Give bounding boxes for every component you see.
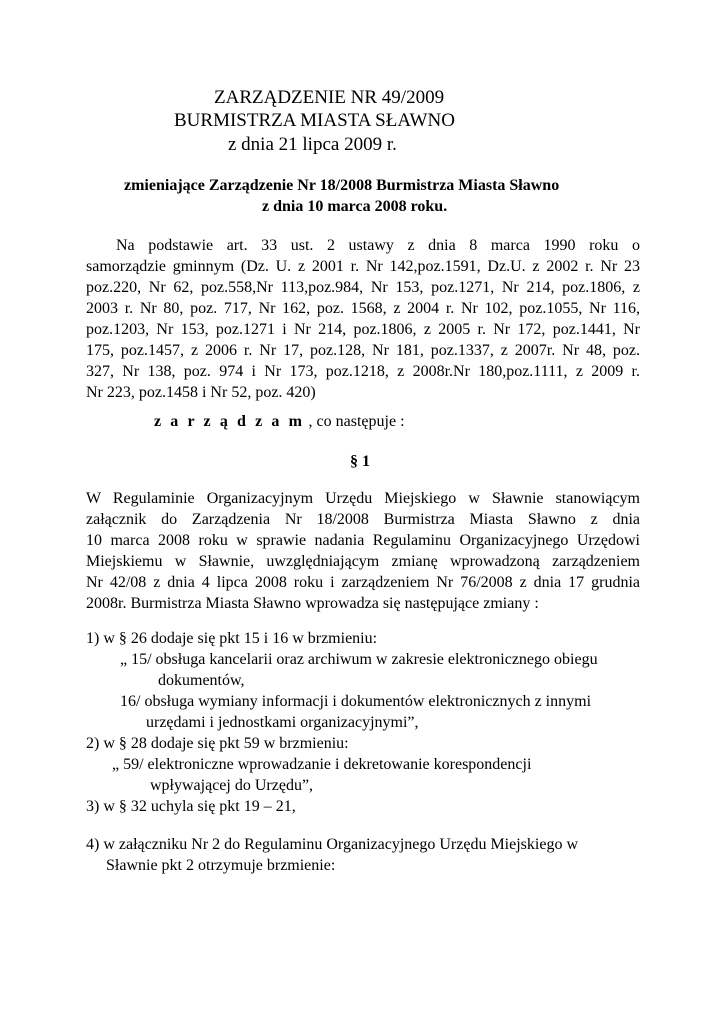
subtitle-line-1: zmieniające Zarządzenie Nr 18/2008 Burmistrza Miasta Sławno xyxy=(124,177,560,194)
amendment-item: 4) w załączniku Nr 2 do Regulaminu Organizacyjnego Urzędu Miejskiego w xyxy=(86,836,578,853)
section-line: Nr 42/08 z dnia 4 lipca 2008 roku i zarządzeniem Nr 76/2008 z dnia 17 grudnia xyxy=(86,574,640,591)
amendment-text: „ 59/ elektroniczne wprowadzanie i dekretowanie korespondencji xyxy=(112,756,532,773)
amendment-text: Sławnie pkt 2 otrzymuje brzmienie: xyxy=(106,857,336,874)
preamble-line: Na podstawie art. 33 ust. 2 ustawy z dnia 8 marca 1990 roku o xyxy=(116,237,640,254)
decree-rest: , co następuje : xyxy=(304,413,405,430)
preamble-line: poz.220, Nr 62, poz.558,Nr 113,poz.984, Nr 153, poz.1271, Nr 214, poz.1806, z xyxy=(86,279,640,296)
amendment-text: dokumentów, xyxy=(158,672,245,689)
section-line: 10 marca 2008 roku w sprawie nadania Regulaminu Organizacyjnego Urzędowi xyxy=(86,532,640,549)
subtitle-line-2: z dnia 10 marca 2008 roku. xyxy=(262,198,448,215)
title-line-1: ZARZĄDZENIE NR 49/2009 xyxy=(214,87,445,108)
preamble-line: poz.1203, Nr 153, poz.1271 i Nr 214, poz.1806, z 2005 r. Nr 172, poz.1441, Nr xyxy=(86,321,640,338)
preamble-line: samorządzie gminnym (Dz. U. z 2001 r. Nr 142,poz.1591, Dz.U. z 2002 r. Nr 23 xyxy=(86,258,640,275)
decree-clause xyxy=(154,413,405,431)
section-heading: § 1 xyxy=(350,453,370,470)
preamble-line: 2003 r. Nr 80, poz. 717, Nr 162, poz. 1568, z 2004 r. Nr 102, poz.1055, Nr 116, xyxy=(86,300,640,317)
preamble-line: Nr 223, poz.1458 i Nr 52, poz. 420) xyxy=(86,384,316,401)
preamble-line: 175, poz.1457, z 2006 r. Nr 17, poz.128, Nr 181, poz.1337, z 2007r. Nr 48, poz. xyxy=(86,342,640,359)
amendment-item: 2) w § 28 dodaje się pkt 59 w brzmieniu: xyxy=(86,735,349,752)
amendment-text: urzędami i jednostkami organizacyjnymi”, xyxy=(146,714,419,731)
amendment-text: „ 15/ obsługa kancelarii oraz archiwum w zakresie elektronicznego obiegu xyxy=(120,651,598,668)
section-line: 2008r. Burmistrza Miasta Sławno wprowadza się następujące zmiany : xyxy=(86,595,539,612)
amendment-text: 16/ obsługa wymiany informacji i dokumentów elektronicznych z innymi xyxy=(120,693,592,710)
section-line: W Regulaminie Organizacyjnym Urzędu Miejskiego w Sławnie stanowiącym xyxy=(86,490,640,507)
section-line: załącznik do Zarządzenia Nr 18/2008 Burmistrza Miasta Sławno z dnia xyxy=(86,511,640,528)
title-line-2: BURMISTRZA MIASTA SŁAWNO xyxy=(174,110,455,131)
amendment-item: 3) w § 32 uchyla się pkt 19 – 21, xyxy=(86,798,296,815)
title-line-3: z dnia 21 lipca 2009 r. xyxy=(228,134,397,155)
section-line: Miejskiemu w Sławnie, uwzględniającym zmianę wprowadzoną zarządzeniem xyxy=(86,553,640,570)
amendment-item: 1) w § 26 dodaje się pkt 15 i 16 w brzmieniu: xyxy=(86,630,378,647)
amendment-text: wpływającej do Urzędu”, xyxy=(150,777,314,794)
decree-word: z a r z ą d z a m xyxy=(154,413,305,430)
preamble-line: 327, Nr 138, poz. 974 i Nr 173, poz.1218, z 2008r.Nr 180,poz.1111, z 2009 r. xyxy=(86,363,640,380)
